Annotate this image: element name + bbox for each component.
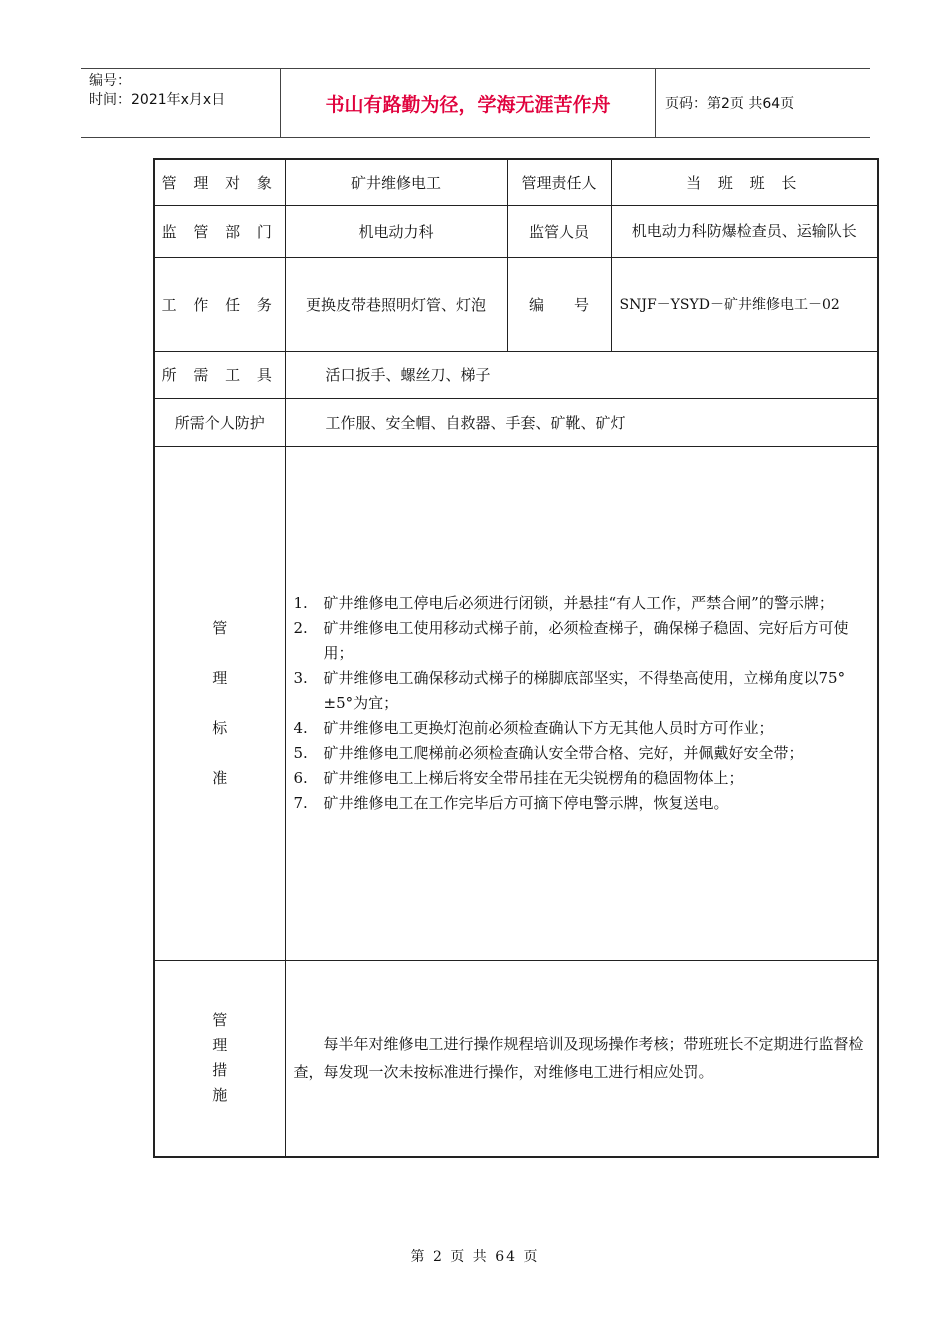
item-number: 1. — [293, 593, 308, 612]
label-char: 准 — [212, 769, 228, 787]
cell-label-measures — [154, 960, 285, 1157]
cell-value-standards — [285, 446, 878, 960]
item-number: 7. — [293, 793, 308, 812]
cell-label-standards — [154, 446, 285, 960]
item-text: 矿井维修电工使用移动式梯子前，必须检查梯子，确保梯子稳固、完好后方可使用； — [323, 618, 849, 662]
cell-value-object: 矿井维修电工 — [285, 159, 507, 205]
time-label: 时间：2021年x月x日 — [89, 92, 226, 108]
label-char: 理 — [212, 669, 228, 687]
item-number: 4. — [293, 718, 308, 737]
list-item — [294, 791, 872, 816]
cell-label-object: 管 理 对 象 — [154, 159, 285, 205]
cell-label-responsible: 管理责任人 — [507, 159, 611, 205]
page-footer: 第 2 页 共 64 页 — [410, 1249, 540, 1265]
label-char: 管 — [212, 619, 228, 637]
item-number: 6. — [293, 768, 308, 787]
table-row — [154, 205, 878, 257]
cell-label-task: 工 作 任 务 — [154, 257, 285, 351]
cell-label-protection: 所需个人防护 — [154, 398, 285, 446]
table-row — [154, 398, 878, 446]
label-char: 管 — [212, 1011, 228, 1030]
table-row — [154, 257, 878, 351]
cell-value-department: 机电动力科 — [285, 205, 507, 257]
item-number: 2. — [293, 618, 308, 637]
list-item — [294, 741, 872, 766]
header-meta — [81, 69, 281, 137]
cell-label-code: 编 号 — [507, 257, 611, 351]
cell-value-tools: 活口扳手、螺丝刀、梯子 — [285, 351, 878, 398]
item-number: 5. — [293, 743, 308, 762]
measures-vertical-label — [155, 1008, 285, 1108]
item-number: 3. — [293, 668, 308, 687]
list-item — [294, 591, 872, 616]
header-page-label: 页码：第2页 共64页 — [665, 96, 795, 112]
item-text: 矿井维修电工上梯后将安全带吊挂在无尖锐楞角的稳固物体上； — [323, 768, 744, 787]
cell-label-department: 监 管 部 门 — [154, 205, 285, 257]
standards-list — [286, 591, 878, 816]
list-item — [294, 616, 872, 666]
cell-value-task: 更换皮带巷照明灯管、灯泡 — [285, 257, 507, 351]
table-row — [154, 159, 878, 205]
cell-value-measures: 每半年对维修电工进行操作规程培训及现场操作考核；带班班长不定期进行监督检查，每发现一次未按标准进行操作，对维修电工进行相应处罚。 — [285, 960, 878, 1157]
management-table — [153, 158, 879, 1158]
document-header — [81, 68, 870, 138]
label-char: 标 — [212, 719, 228, 737]
item-text: 矿井维修电工停电后必须进行闭锁，并悬挂“有人工作，严禁合闸”的警示牌； — [323, 593, 834, 612]
list-item — [294, 716, 872, 741]
standards-vertical-label — [155, 603, 285, 803]
cell-value-responsible: 当 班 班 长 — [611, 159, 878, 205]
label-char: 理 — [212, 1036, 228, 1055]
table-row — [154, 960, 878, 1157]
table-row — [154, 351, 878, 398]
label-char: 措 — [212, 1061, 228, 1080]
item-text: 矿井维修电工更换灯泡前必须检查确认下方无其他人员时方可作业； — [323, 718, 774, 737]
list-item — [294, 666, 872, 716]
number-label: 编号： — [89, 73, 131, 89]
item-text: 矿井维修电工在工作完毕后方可摘下停电警示牌，恢复送电。 — [323, 793, 729, 812]
header-motto: 书山有路勤为径，学海无涯苦作舟 — [281, 69, 656, 137]
item-text: 矿井维修电工爬梯前必须检查确认安全带合格、完好，并佩戴好安全带； — [323, 743, 804, 762]
cell-label-tools: 所 需 工 具 — [154, 351, 285, 398]
cell-value-code: SNJF－YSYD－矿井维修电工－02 — [611, 257, 878, 351]
cell-value-protection: 工作服、安全帽、自救器、手套、矿靴、矿灯 — [285, 398, 878, 446]
table-row — [154, 446, 878, 960]
list-item — [294, 766, 872, 791]
cell-value-supervisor: 机电动力科防爆检查员、运输队长 — [611, 205, 878, 257]
item-text: 矿井维修电工确保移动式梯子的梯脚底部坚实，不得垫高使用，立梯角度以75°±5°为宜； — [323, 668, 846, 712]
label-char: 施 — [212, 1086, 228, 1105]
cell-label-supervisor: 监管人员 — [507, 205, 611, 257]
